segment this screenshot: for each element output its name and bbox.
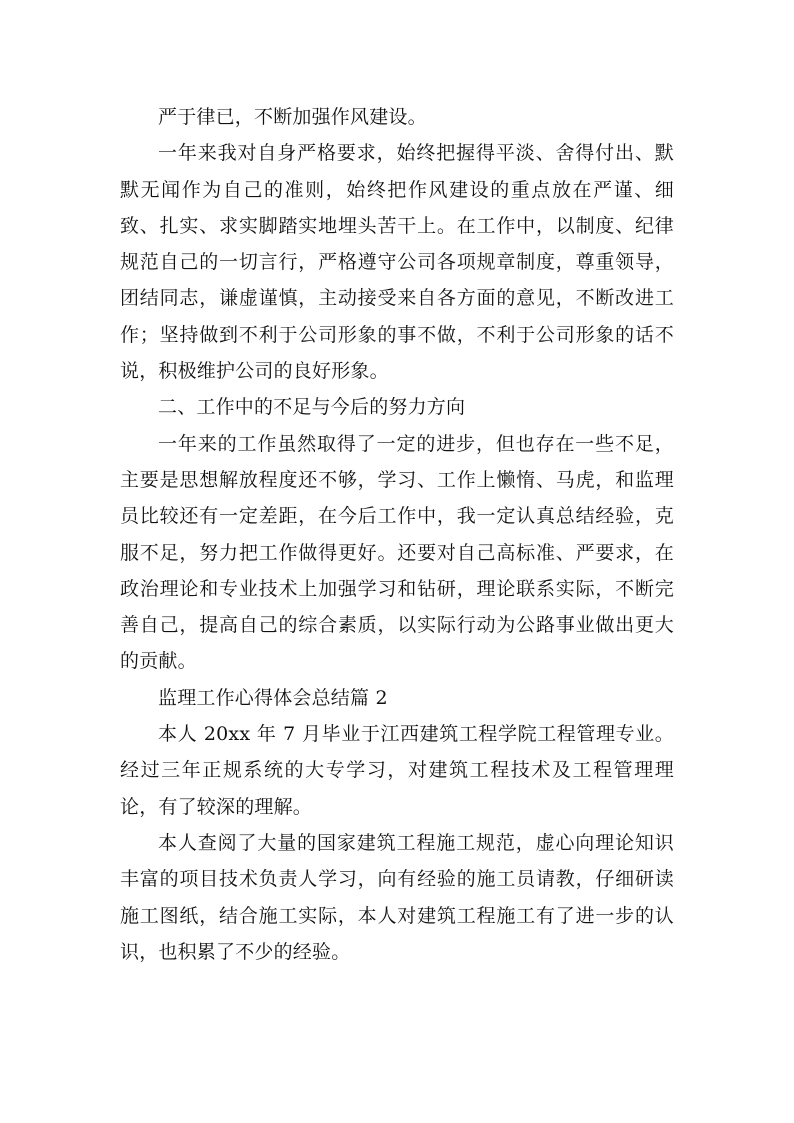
article-title: 监理工作心得体会总结篇 2 bbox=[158, 686, 388, 709]
paragraph: 一年来的工作虽然取得了一定的进步，但也存在一些不足，主要是思想解放程度还不够，学习、工作上懒惰、马虎，和监理员比较还有一定差距，在今后工作中，我一定认真总结经验，克服不足，努力把工作做得更好。还要对自己高标准、严要求，在政治理论和专业技术上加强学习和钻研，理论联系实际，不断完善自己，提高自己的综合素质，以实际行动为公路事业做出更大的贡献。 bbox=[120, 432, 674, 673]
section-heading: 二、工作中的不足与今后的努力方向 bbox=[158, 396, 466, 419]
paragraph: 一年来我对自身严格要求，始终把握得平淡、舍得付出、默默无闻作为自己的准则，始终把作风建设的重点放在严谨、细致、扎实、求实脚踏实地埋头苦干上。在工作中，以制度、纪律规范自己的一切言行，严格遵守公司各项规章制度，尊重领导，团结同志，谦虚谨慎，主动接受来自各方面的意见，不断改进工作；坚持做到不利于公司形象的事不做，不利于公司形象的话不说，积极维护公司的良好形象。 bbox=[120, 142, 674, 383]
paragraph: 本人查阅了大量的国家建筑工程施工规范，虚心向理论知识丰富的项目技术负责人学习，向有经验的施工员请教，仔细研读施工图纸，结合施工实际，本人对建筑工程施工有了进一步的认识，也积累了不少的经验。 bbox=[120, 831, 674, 963]
paragraph: 严于律已，不断加强作风建设。 bbox=[158, 106, 427, 128]
document-body bbox=[120, 99, 674, 970]
paragraph: 本人 20xx 年 7 月毕业于江西建筑工程学院工程管理专业。经过三年正规系统的大专学习，对建筑工程技术及工程管理理论，有了较深的理解。 bbox=[120, 723, 674, 818]
